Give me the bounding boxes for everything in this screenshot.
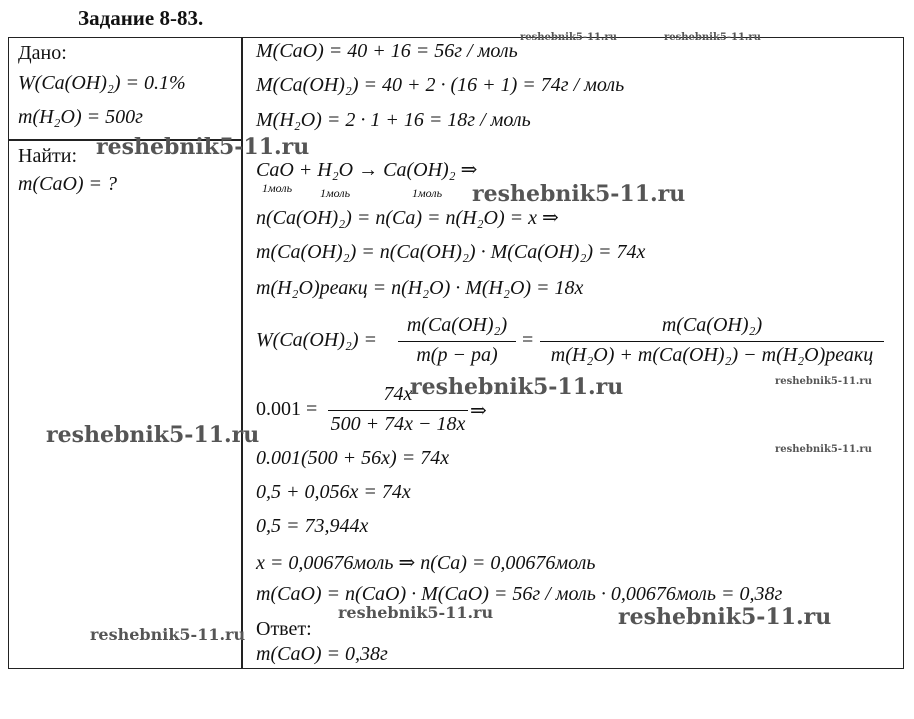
fraction1-denominator: m(p − pa) (416, 344, 498, 366)
watermark: reshebnik5-11.ru (775, 444, 872, 455)
fraction1-bar (398, 341, 516, 342)
task-title: Задание 8-83. (78, 6, 204, 30)
step-equation-1: 0.001(500 + 56x) = 74x (256, 447, 450, 469)
numeric-fraction-denominator: 500 + 74x − 18x (330, 413, 466, 435)
watermark: reshebnik5-11.ru (338, 603, 494, 622)
step-mass-water-reacted: m(H₂O)реакц = n(H₂O) · M(H₂O) = 18x (256, 277, 584, 299)
given-header: Дано: (18, 42, 67, 64)
numeric-fraction-bar (328, 410, 468, 411)
watermark: reshebnik5-11.ru (96, 134, 310, 160)
fraction2-denominator: m(H₂O) + m(Ca(OH)₂) − m(H₂O)реакц (550, 344, 874, 366)
numeric-fraction-lhs: 0.001 = (256, 398, 318, 420)
step-mass-caoh2: m(Ca(OH)₂) = n(Ca(OH)₂) · M(Ca(OH)₂) = 74x (256, 241, 646, 263)
given-mass-fraction: W(Ca(OH)₂) = 0.1% (18, 72, 186, 94)
step-amounts: n(Ca(OH)₂) = n(Ca) = n(H₂O) = x ⇒ (256, 207, 559, 229)
fraction-equals: = (522, 329, 534, 351)
table-column-divider (241, 37, 243, 669)
fraction2-numerator: m(Ca(OH)₂) (661, 314, 763, 336)
step-result-x: x = 0,00676моль ⇒ n(Ca) = 0,00676моль (256, 552, 596, 574)
molar-mass-water: M(H₂O) = 2 · 1 + 16 = 18г / моль (256, 109, 531, 131)
reaction-equation: CaO + H₂O → Ca(OH)₂ ⇒ (256, 159, 478, 181)
numeric-fraction-numerator: 74x (383, 383, 413, 405)
step-mass-cao: m(CaO) = n(CaO) · M(CaO) = 56г / моль · 0,00676моль = 0,38г (256, 583, 783, 605)
watermark: reshebnik5-11.ru (618, 604, 832, 630)
step-equation-3: 0,5 = 73,944x (256, 515, 369, 537)
reaction-mol-caoh2: 1моль (412, 186, 443, 200)
watermark: reshebnik5-11.ru (410, 374, 624, 400)
watermark: reshebnik5-11.ru (520, 32, 617, 43)
answer-header: Ответ: (256, 618, 312, 640)
find-target: m(CaO) = ? (18, 173, 118, 195)
given-water-mass: m(H₂O) = 500г (18, 106, 143, 128)
watermark: reshebnik5-11.ru (775, 376, 872, 387)
reaction-mol-water: 1моль (320, 186, 351, 200)
fraction-lhs: W(Ca(OH)₂) = (256, 329, 377, 351)
find-header: Найти: (18, 145, 78, 167)
watermark: reshebnik5-11.ru (472, 181, 686, 207)
reaction-mol-cao: 1моль (262, 181, 293, 195)
fraction2-bar (540, 341, 884, 342)
watermark: reshebnik5-11.ru (664, 32, 761, 43)
watermark: reshebnik5-11.ru (46, 422, 260, 448)
answer-value: m(CaO) = 0,38г (256, 643, 388, 665)
fraction1-numerator: m(Ca(OH)₂) (406, 314, 508, 336)
molar-mass-cao: M(CaO) = 40 + 16 = 56г / моль (256, 40, 518, 62)
numeric-fraction-arrow: ⇒ (470, 400, 487, 422)
molar-mass-caoh2: M(Ca(OH)₂) = 40 + 2 · (16 + 1) = 74г / моль (256, 74, 625, 96)
step-equation-2: 0,5 + 0,056x = 74x (256, 481, 411, 503)
watermark: reshebnik5-11.ru (90, 625, 246, 644)
